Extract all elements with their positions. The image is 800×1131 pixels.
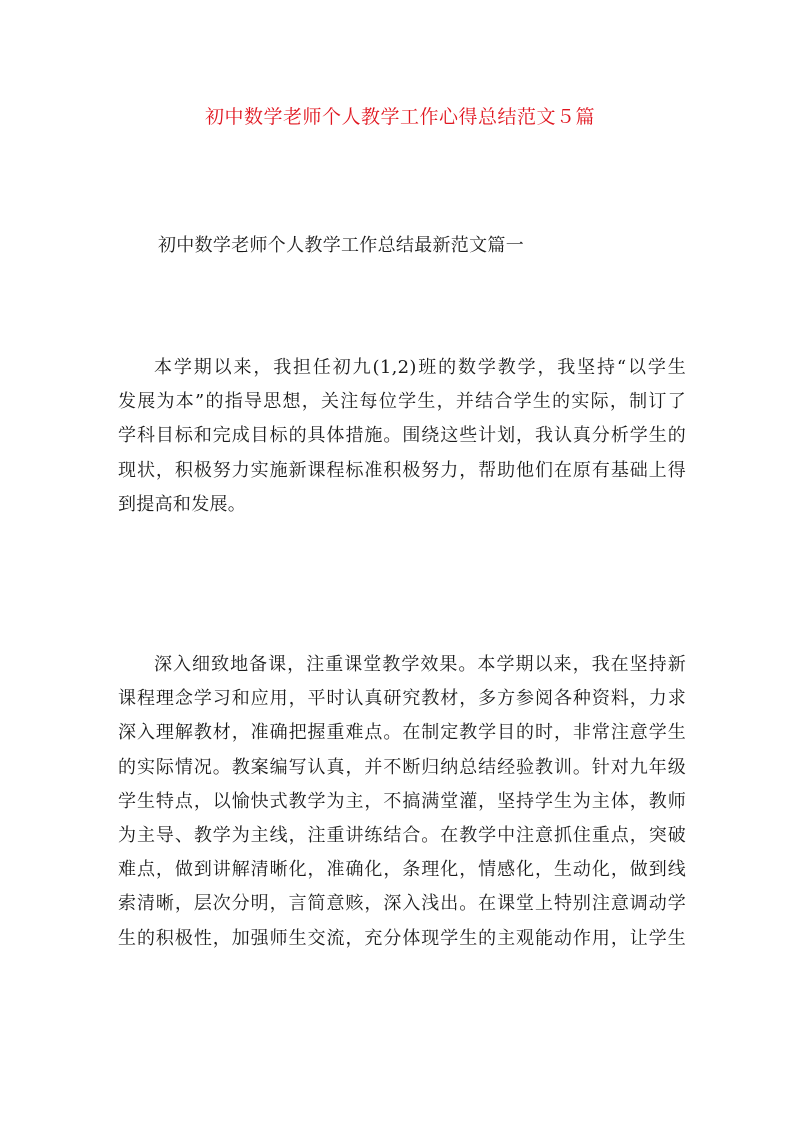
paragraph-line: 发展为本”的指导思想，关注每位学生，并结合学生的实际，制订了 (118, 391, 686, 413)
paragraph-line: 现状，积极努力实施新课程标准积极努力，帮助他们在原有基础上得 (118, 459, 686, 481)
paragraph-line: 学科目标和完成目标的具体措施。围绕这些计划，我认真分析学生的 (118, 425, 686, 447)
paragraph-line: 为主导、教学为主线，注重讲练结合。在教学中注意抓住重点，突破 (118, 825, 686, 847)
paragraph-line: 难点，做到讲解清晰化，准确化，条理化，情感化，生动化，做到线 (118, 859, 686, 881)
paragraph-line: 深入细致地备课，注重课堂教学效果。本学期以来，我在坚持新 (154, 654, 686, 675)
paragraph-line: 索清晰，层次分明，言简意赅，深入浅出。在课堂上特别注意调动学 (118, 893, 686, 915)
paragraph-line: 本学期以来，我担任初九(1,2)班的数学教学，我坚持“以学生 (154, 357, 686, 378)
paragraph-1 (118, 351, 686, 522)
section-heading: 初中数学老师个人教学工作总结最新范文篇一 (158, 235, 524, 256)
paragraph-line: 生的积极性，加强师生交流，充分体现学生的主观能动作用，让学生 (118, 927, 686, 949)
document-title: 初中数学老师个人教学工作心得总结范文５篇 (204, 106, 595, 128)
paragraph-line: 课程理念学习和应用，平时认真研究教材，多方参阅各种资料，力求 (118, 688, 686, 710)
paragraph-line: 到提高和发展。 (118, 493, 247, 515)
paragraph-line: 的实际情况。教案编写认真，并不断归纳总结经验教训。针对九年级 (118, 756, 686, 778)
paragraph-line: 深入理解教材，准确把握重难点。在制定教学目的时，非常注意学生 (118, 722, 686, 744)
paragraph-line: 学生特点，以愉快式教学为主，不搞满堂灌，坚持学生为主体，教师 (118, 790, 686, 812)
paragraph-2 (118, 648, 686, 956)
